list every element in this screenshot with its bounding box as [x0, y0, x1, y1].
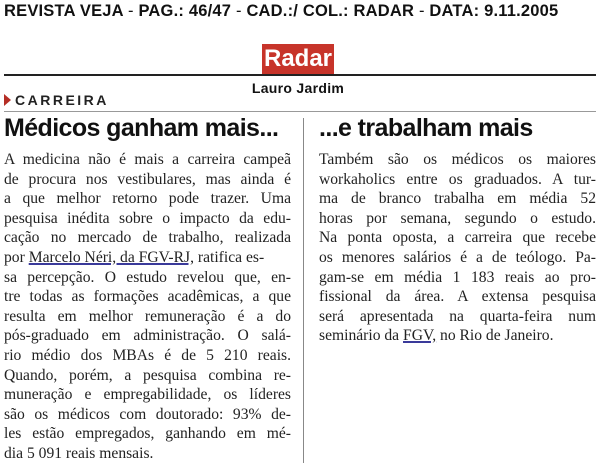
text-line: rio médio dos MBAs é de 5 210 reais.	[4, 346, 291, 364]
section-title: Radar	[263, 45, 333, 72]
text-fragment: ratifica es-	[197, 248, 265, 266]
text-line: fissional da área. A extensa pesquisa	[319, 288, 596, 306]
column-divider	[303, 118, 304, 463]
text-line: Na ponta oposta, a carreira que recebe	[319, 229, 596, 247]
page-label: PAG.:	[138, 2, 185, 20]
text-fragment: seminário da	[319, 327, 400, 345]
text-line: A medicina não é mais a carreira campeã	[4, 151, 291, 168]
text-line: workaholics entre os graduados. A tur-	[319, 170, 596, 188]
text-line: les estão empregados, ganhando em mé-	[4, 425, 291, 443]
text-line: os menores salários é a de teólogo. Pa-	[319, 248, 596, 266]
rubric	[4, 92, 109, 108]
rubric-label: CARREIRA	[15, 92, 109, 108]
text-line: tre todas as formações acadêmicas, a que	[4, 288, 291, 306]
text-line: pesquisa inédita sobre o impacto da edu-	[4, 209, 291, 227]
text-line: será apresentada na quarta-feira num	[319, 307, 596, 325]
cad-value: RADAR	[353, 2, 415, 20]
text-line: resulta em melhor remuneração é a do	[4, 307, 291, 325]
text-line-with-name	[4, 248, 291, 268]
underlined-source-name: FGV,	[403, 327, 437, 345]
author-byline: Lauro Jardim	[251, 80, 345, 96]
publication-name: REVISTA VEJA	[4, 2, 124, 20]
triangle-marker-icon	[4, 94, 11, 106]
right-article-body	[319, 150, 596, 346]
right-headline: ...e trabalham mais	[319, 114, 533, 142]
cad-label: CAD.:/ COL.:	[246, 2, 349, 20]
page-value: 46/47	[188, 2, 232, 20]
text-line: dia 5 091 reais mensais.	[4, 444, 154, 462]
clipping-header: REVISTA VEJA - PAG.: 46/47 - CAD.:/ COL.: RADAR - DATA: 9.11.2005	[4, 2, 559, 20]
text-line: gam-se em média 1 183 reais ao pro-	[319, 268, 596, 286]
left-article-body	[4, 150, 291, 464]
text-line: cação no mercado de trabalho, realizada	[4, 229, 291, 247]
underlined-source-name: Marcelo Néri, da FGV-RJ,	[28, 248, 194, 266]
text-line: a que melhor retorno pode trazer. Uma	[4, 190, 291, 208]
text-line: de procura nos vestibulares, mas ainda é	[4, 170, 291, 188]
text-line-with-name	[319, 326, 596, 346]
text-fragment: no Rio de Janeiro.	[440, 327, 554, 345]
text-fragment: por	[4, 248, 25, 266]
text-line: muneração e empregabilidade, os líderes	[4, 386, 291, 404]
text-line: são os médicos com doutorado: 93% de-	[4, 405, 291, 423]
text-line: Também são os médicos os maiores	[319, 151, 596, 168]
top-rule	[4, 74, 596, 76]
date-label: DATA:	[429, 2, 480, 20]
date-value: 9.11.2005	[484, 2, 559, 20]
text-line: sa percepção. O estudo revelou que, en-	[4, 268, 291, 286]
rubric-rule	[4, 111, 596, 112]
left-headline: Médicos ganham mais...	[4, 114, 279, 142]
text-line: pós-graduado em administração. O salá-	[4, 327, 291, 345]
text-line: horas por semana, segundo o estudo.	[319, 209, 596, 227]
text-line: ma de branco trabalha em média 52	[319, 190, 596, 208]
text-line: Quando, porém, a pesquisa combina re-	[4, 366, 291, 384]
